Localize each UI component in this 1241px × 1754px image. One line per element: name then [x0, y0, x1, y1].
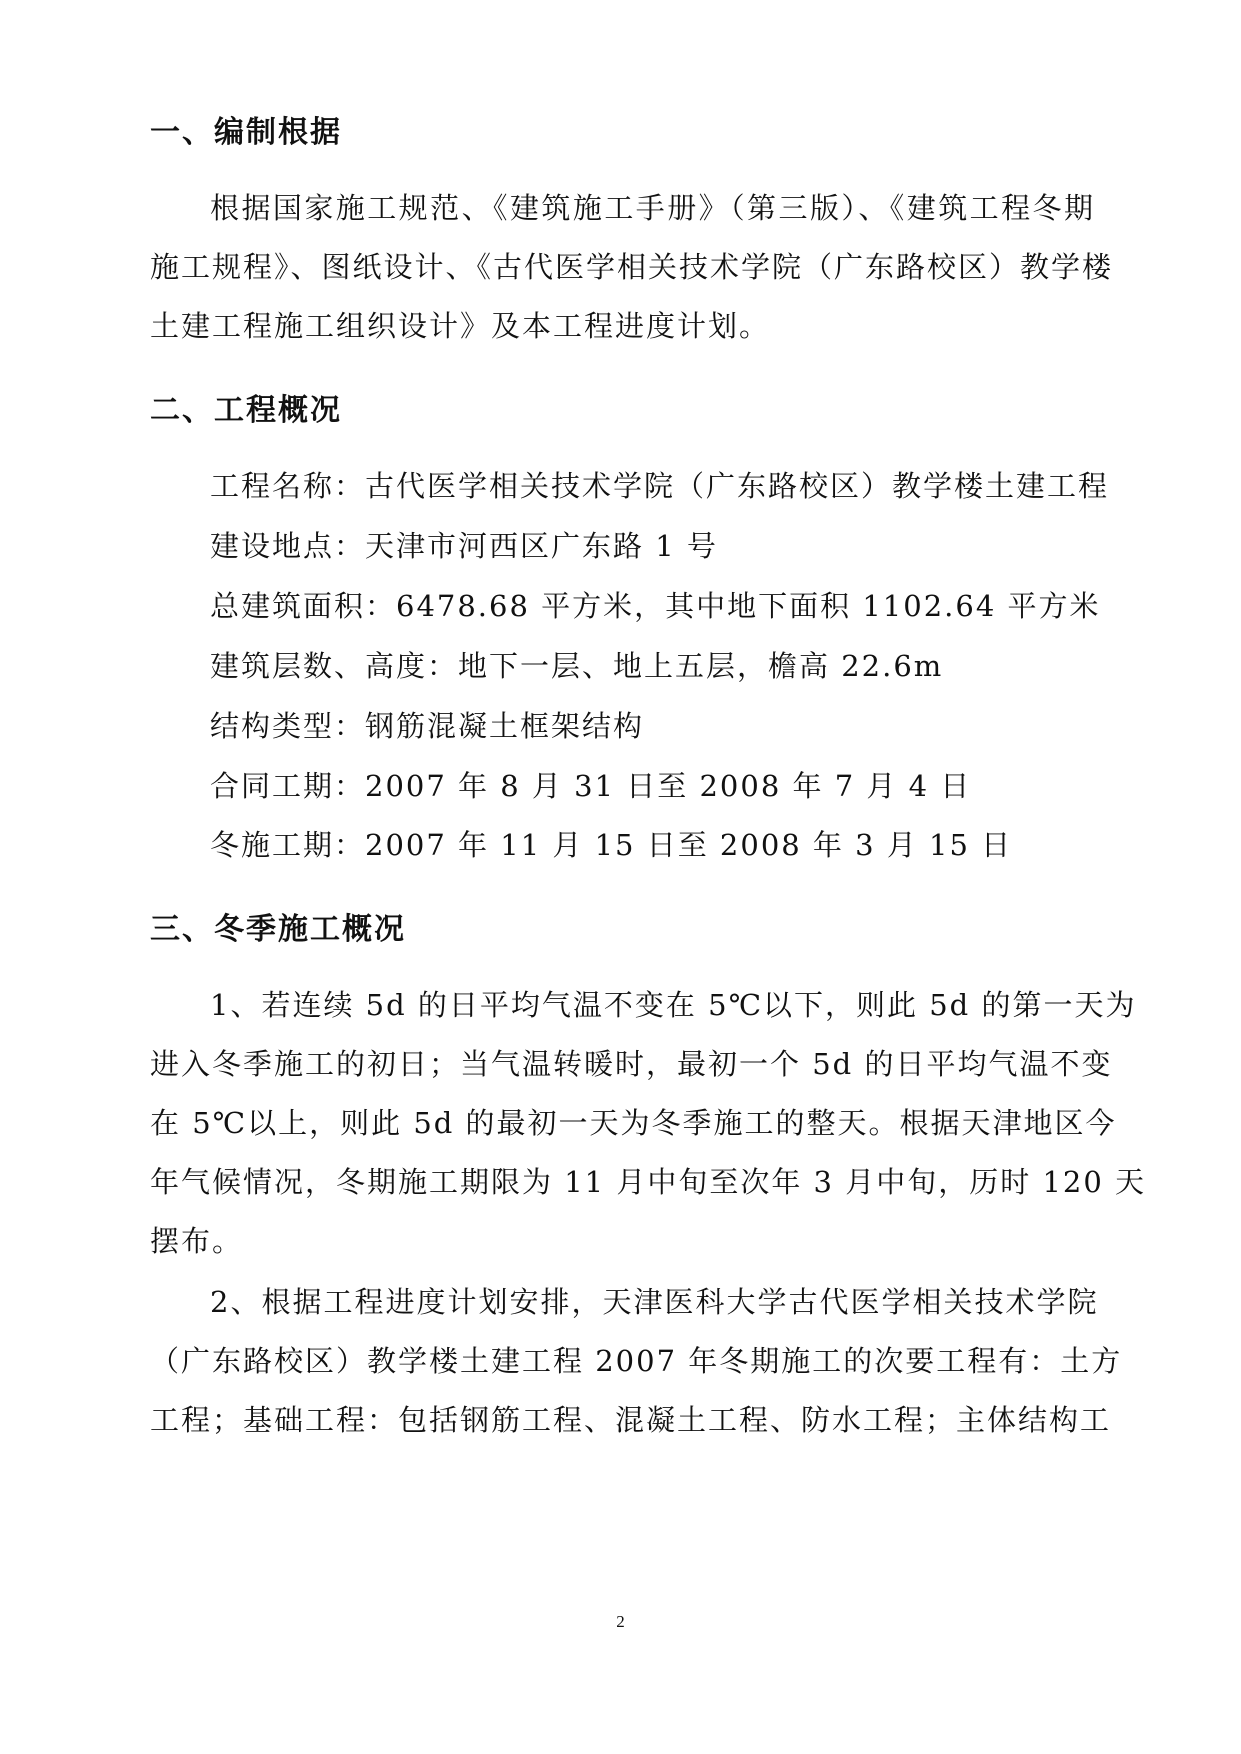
winter-para1-line-5: 摆布。 [150, 1224, 244, 1258]
section-heading-basis: 一、编制根据 [150, 115, 342, 150]
winter-para1-line-1: 1、若连续 5d 的日平均气温不变在 5℃以下，则此 5d 的第一天为 [210, 988, 1137, 1022]
basis-line-3: 土建工程施工组织设计》及本工程进度计划。 [150, 309, 771, 343]
overview-item-location: 建设地点：天津市河西区广东路 1 号 [210, 529, 718, 563]
section-heading-winter: 三、冬季施工概况 [150, 912, 406, 947]
overview-item-winter-period: 冬施工期：2007 年 11 月 15 日至 2008 年 3 月 15 日 [210, 828, 1013, 862]
overview-item-structure: 结构类型：钢筋混凝土框架结构 [210, 709, 645, 743]
winter-para1-line-2: 进入冬季施工的初日；当气温转暖时，最初一个 5d 的日平均气温不变 [150, 1047, 1113, 1081]
overview-item-area: 总建筑面积：6478.68 平方米，其中地下面积 1102.64 平方米 [210, 589, 1101, 623]
winter-para2-line-3: 工程；基础工程：包括钢筋工程、混凝土工程、防水工程；主体结构工 [150, 1403, 1112, 1437]
winter-para2-line-1: 2、根据工程进度计划安排，天津医科大学古代医学相关技术学院 [210, 1285, 1099, 1319]
section-heading-overview: 二、工程概况 [150, 393, 342, 428]
winter-para1-line-3: 在 5℃以上，则此 5d 的最初一天为冬季施工的整天。根据天津地区今 [150, 1106, 1117, 1140]
overview-item-contract-period: 合同工期：2007 年 8 月 31 日至 2008 年 7 月 4 日 [210, 769, 972, 803]
overview-item-floors: 建筑层数、高度：地下一层、地上五层，檐高 22.6m [210, 649, 944, 683]
basis-line-1: 根据国家施工规范、《建筑施工手册》（第三版）、《建筑工程冬期 [210, 191, 1095, 225]
page-number: 2 [616, 1612, 625, 1631]
winter-para1-line-4: 年气候情况，冬期施工期限为 11 月中旬至次年 3 月中旬，历时 120 天 [150, 1165, 1147, 1199]
winter-para2-line-2: （广东路校区）教学楼土建工程 2007 年冬期施工的次要工程有：土方 [150, 1344, 1123, 1378]
basis-line-2: 施工规程》、图纸设计、《古代医学相关技术学院（广东路校区）教学楼 [150, 250, 1114, 284]
overview-item-name: 工程名称：古代医学相关技术学院（广东路校区）教学楼土建工程 [210, 469, 1110, 503]
